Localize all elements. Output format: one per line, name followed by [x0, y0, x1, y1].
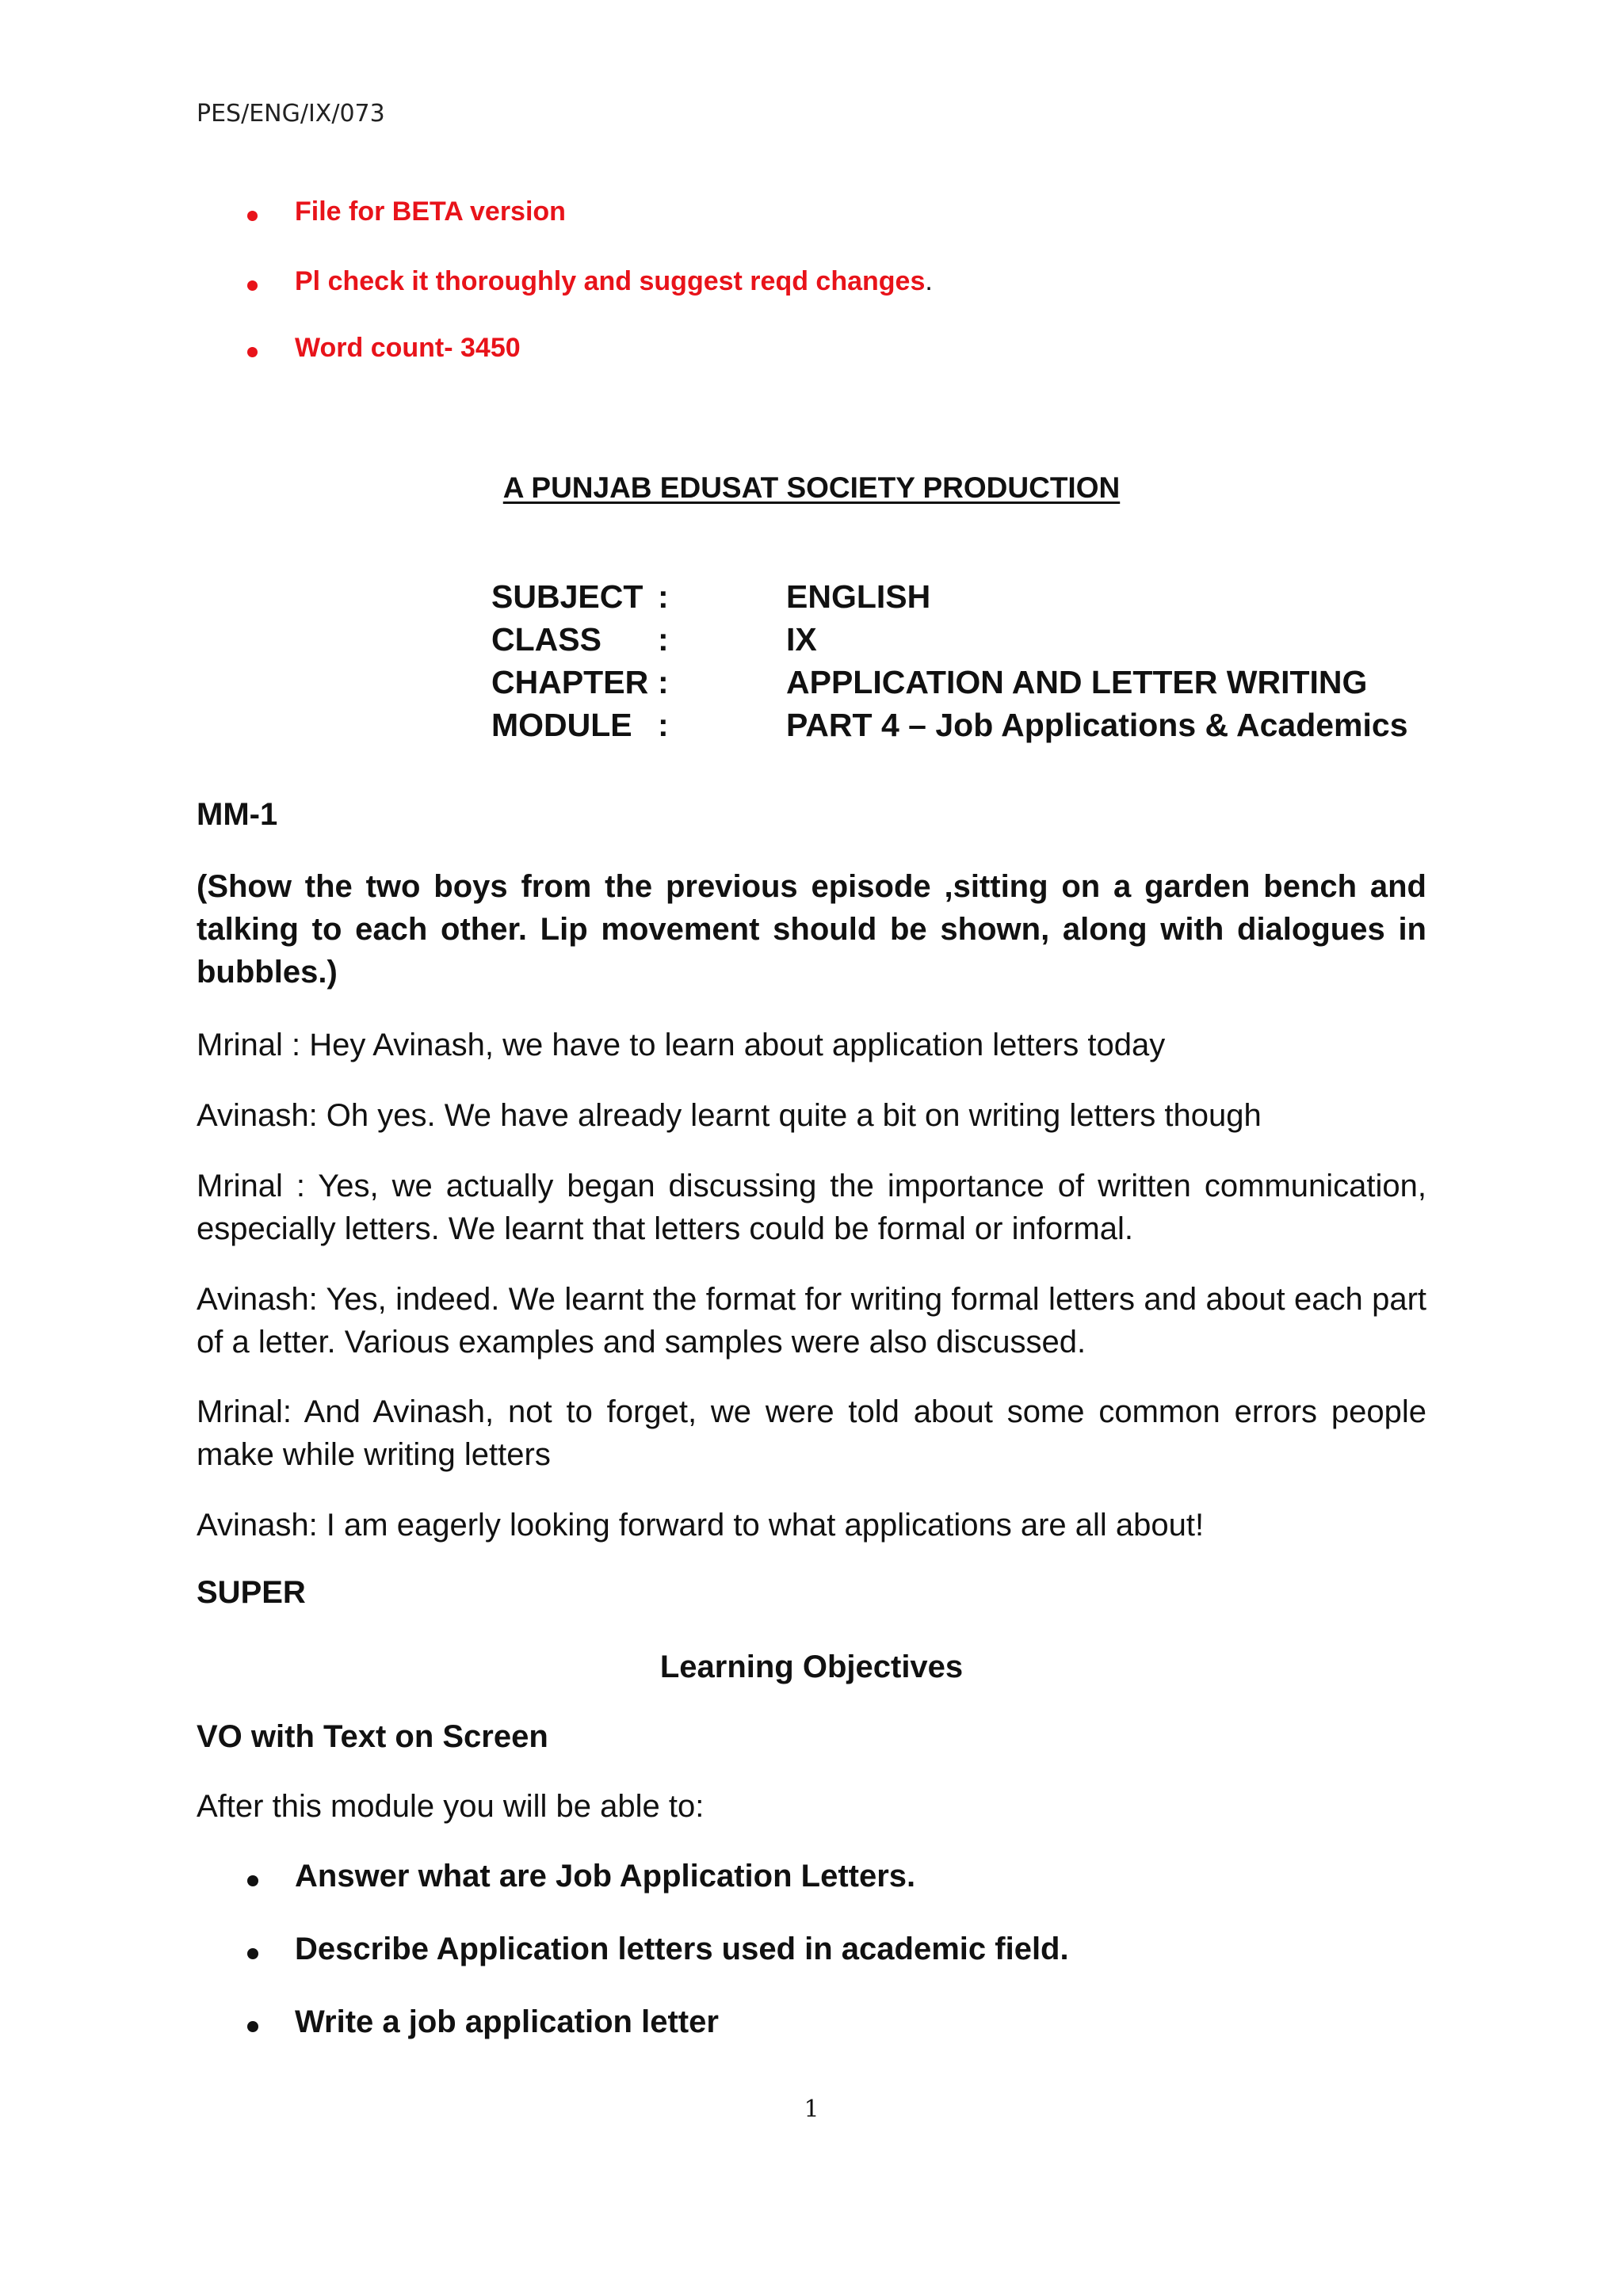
- objective-text: Describe Application letters used in academic field.: [295, 1932, 1069, 1966]
- bullet-icon: [247, 280, 258, 291]
- stage-direction: (Show the two boys from the previous episode ,sitting on a garden bench and talking to each other. Lip movement should be shown, along with dialogues in bubbles.): [197, 869, 1426, 990]
- page-number: 1: [804, 2096, 819, 2123]
- bullet-icon: [247, 1875, 258, 1886]
- meta-colon: :: [658, 707, 669, 743]
- meta-label: CLASS: [491, 621, 601, 658]
- review-note-item: Pl check it thoroughly and suggest reqd changes.: [197, 266, 1385, 306]
- meta-value: PART 4 – Job Applications & Academics: [786, 707, 1408, 743]
- dialogue-line: Avinash: I am eagerly looking forward to what applications are all about!: [197, 1508, 1205, 1543]
- production-title: A PUNJAB EDUSAT SOCIETY PRODUCTION: [502, 471, 1121, 504]
- meta-label: CHAPTER: [491, 664, 649, 700]
- objective-text: Answer what are Job Application Letters.: [295, 1859, 916, 1894]
- bullet-icon: [247, 347, 258, 357]
- meta-colon: :: [658, 621, 669, 658]
- dialogue-line: Avinash: Oh yes. We have already learnt quite a bit on writing letters though: [197, 1098, 1262, 1133]
- scene-id-heading: MM-1: [197, 797, 278, 832]
- dialogue-line: Mrinal : Hey Avinash, we have to learn about application letters today: [197, 1028, 1166, 1062]
- review-note-item: [197, 196, 1385, 236]
- meta-label: MODULE: [491, 707, 632, 743]
- meta-colon: :: [658, 664, 669, 700]
- review-note-text: Pl check it thoroughly and suggest reqd changes: [295, 266, 926, 296]
- learning-objectives-title: Learning Objectives: [659, 1650, 964, 1684]
- objective-item: [197, 1932, 1425, 1976]
- meta-value: ENGLISH: [786, 578, 931, 615]
- super-heading: SUPER: [197, 1575, 306, 1610]
- review-note-text: Word count- 3450: [295, 333, 521, 363]
- meta-value: IX: [786, 621, 817, 658]
- objective-text: Write a job application letter: [295, 2004, 719, 2039]
- meta-colon: :: [658, 578, 669, 615]
- objective-item: [197, 1859, 1425, 1903]
- dialogue-line: Mrinal: And Avinash, not to forget, we were told about some common errors people make while writing letters: [197, 1394, 1426, 1472]
- bullet-icon: [247, 211, 258, 221]
- dialogue-line: Avinash: Yes, indeed. We learnt the format for writing formal letters and about each part of a letter. Various examples and samples were also discussed.: [197, 1282, 1426, 1360]
- bullet-icon: [247, 1948, 258, 1959]
- meta-value: APPLICATION AND LETTER WRITING: [786, 664, 1368, 700]
- meta-label: SUBJECT: [491, 578, 643, 615]
- objective-item: [197, 2004, 1425, 2049]
- bullet-icon: [247, 2021, 258, 2032]
- objectives-intro: After this module you will be able to:: [197, 1789, 705, 1824]
- vo-heading: VO with Text on Screen: [197, 1719, 548, 1754]
- review-note-item: [197, 333, 1385, 372]
- dialogue-line: Mrinal : Yes, we actually began discussing the importance of written communication, especially letters. We learnt that letters could be formal or informal.: [197, 1169, 1426, 1246]
- document-code: PES/ENG/IX/073: [197, 100, 385, 128]
- review-note-text: File for BETA version: [295, 196, 566, 227]
